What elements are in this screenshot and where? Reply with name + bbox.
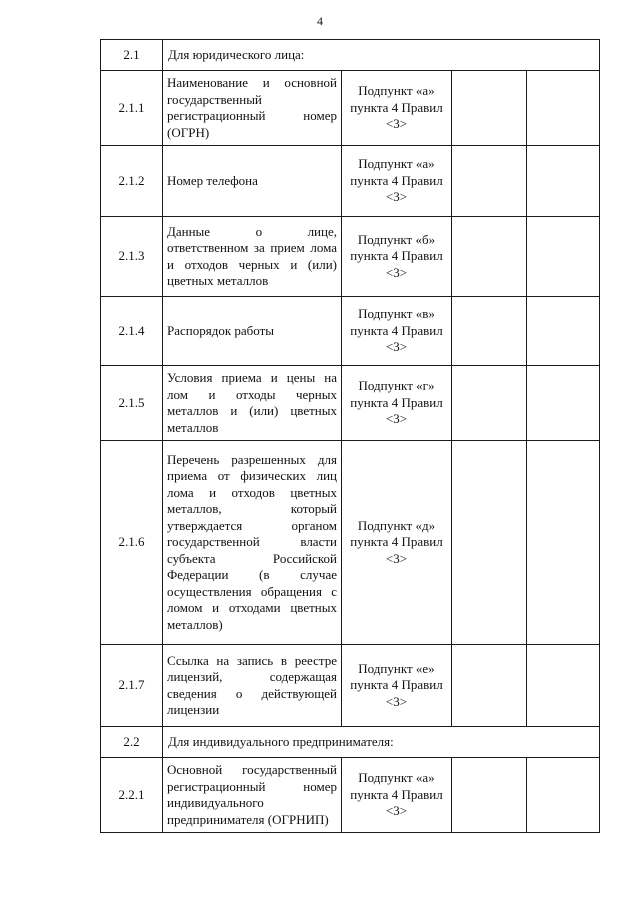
section-row — [101, 727, 600, 758]
empty-cell — [452, 146, 527, 217]
section-title: Для юридического лица: — [163, 40, 600, 71]
table-row — [101, 146, 600, 217]
item-name: Основной государственный регистрационный номер индивидуального предпринимателя (ОГРНИП) — [163, 758, 342, 833]
empty-cell — [527, 146, 600, 217]
empty-cell — [527, 366, 600, 441]
source-subpoint: Подпункт «д» — [357, 517, 436, 533]
item-name: Номер телефона — [163, 146, 342, 217]
item-number: 2.1.3 — [101, 217, 163, 297]
source-footnote: <3> — [385, 116, 408, 132]
source-subpoint: Подпункт «г» — [358, 378, 435, 394]
source-footnote: <3> — [385, 550, 408, 566]
table-row — [101, 366, 600, 441]
empty-cell — [452, 297, 527, 366]
empty-cell — [527, 645, 600, 727]
empty-cell — [452, 366, 527, 441]
item-source — [342, 217, 452, 297]
source-subpoint: Подпункт «а» — [358, 83, 435, 99]
requirements-table — [100, 39, 600, 833]
empty-cell — [452, 71, 527, 146]
source-rule: пункта 4 Правил — [350, 248, 443, 264]
section-row — [101, 40, 600, 71]
item-name: Условия приема и цены на лом и отходы черных металлов и (или) цветных металлов — [163, 366, 342, 441]
item-name: Ссылка на запись в реестре лицензий, содержащая сведения о действующей лицензии — [163, 645, 342, 727]
source-subpoint: Подпункт «б» — [357, 231, 436, 247]
source-footnote: <3> — [385, 693, 408, 709]
source-subpoint: Подпункт «е» — [358, 660, 435, 676]
item-number: 2.1.4 — [101, 297, 163, 366]
source-rule: пункта 4 Правил — [350, 394, 443, 410]
empty-cell — [452, 758, 527, 833]
item-number: 2.1.1 — [101, 71, 163, 146]
source-footnote: <3> — [385, 264, 408, 280]
item-name: Наименование и основной государственный регистрационный номер (ОГРН) — [163, 71, 342, 146]
table-row — [101, 217, 600, 297]
empty-cell — [527, 217, 600, 297]
item-number: 2.1.2 — [101, 146, 163, 217]
table-row — [101, 71, 600, 146]
section-number: 2.2 — [101, 727, 163, 758]
source-footnote: <3> — [385, 339, 408, 355]
item-number: 2.1.6 — [101, 441, 163, 645]
empty-cell — [452, 441, 527, 645]
item-source — [342, 71, 452, 146]
source-footnote: <3> — [385, 803, 408, 819]
item-source — [342, 297, 452, 366]
item-source — [342, 146, 452, 217]
item-number: 2.2.1 — [101, 758, 163, 833]
source-rule: пункта 4 Правил — [350, 172, 443, 188]
source-rule: пункта 4 Правил — [350, 99, 443, 115]
source-rule: пункта 4 Правил — [350, 534, 443, 550]
empty-cell — [527, 441, 600, 645]
source-footnote: <3> — [385, 189, 408, 205]
item-source — [342, 645, 452, 727]
empty-cell — [452, 217, 527, 297]
item-name: Перечень разрешенных для приема от физических лиц лома и отходов цветных металлов, который утверждается органом государственной власти субъекта Российской Федерации (в случае осуществления обращения с ломом и отходами цветных металлов) — [163, 441, 342, 645]
section-number: 2.1 — [101, 40, 163, 71]
empty-cell — [527, 71, 600, 146]
page-number: 4 — [317, 14, 323, 28]
empty-cell — [527, 297, 600, 366]
item-number: 2.1.5 — [101, 366, 163, 441]
source-footnote: <3> — [385, 411, 408, 427]
item-number: 2.1.7 — [101, 645, 163, 727]
item-source — [342, 366, 452, 441]
item-name: Распорядок работы — [163, 297, 342, 366]
source-rule: пункта 4 Правил — [350, 786, 443, 802]
source-subpoint: Подпункт «а» — [358, 770, 435, 786]
table-row — [101, 297, 600, 366]
item-name: Данные о лице, ответственном за прием лома и отходов черных и (или) цветных металлов — [163, 217, 342, 297]
empty-cell — [527, 758, 600, 833]
source-rule: пункта 4 Правил — [350, 677, 443, 693]
table-row — [101, 758, 600, 833]
table-row — [101, 441, 600, 645]
source-rule: пункта 4 Правил — [350, 322, 443, 338]
item-source — [342, 441, 452, 645]
empty-cell — [452, 645, 527, 727]
table-row — [101, 645, 600, 727]
source-subpoint: Подпункт «а» — [358, 156, 435, 172]
item-source — [342, 758, 452, 833]
section-title: Для индивидуального предпринимателя: — [163, 727, 600, 758]
source-subpoint: Подпункт «в» — [358, 306, 435, 322]
